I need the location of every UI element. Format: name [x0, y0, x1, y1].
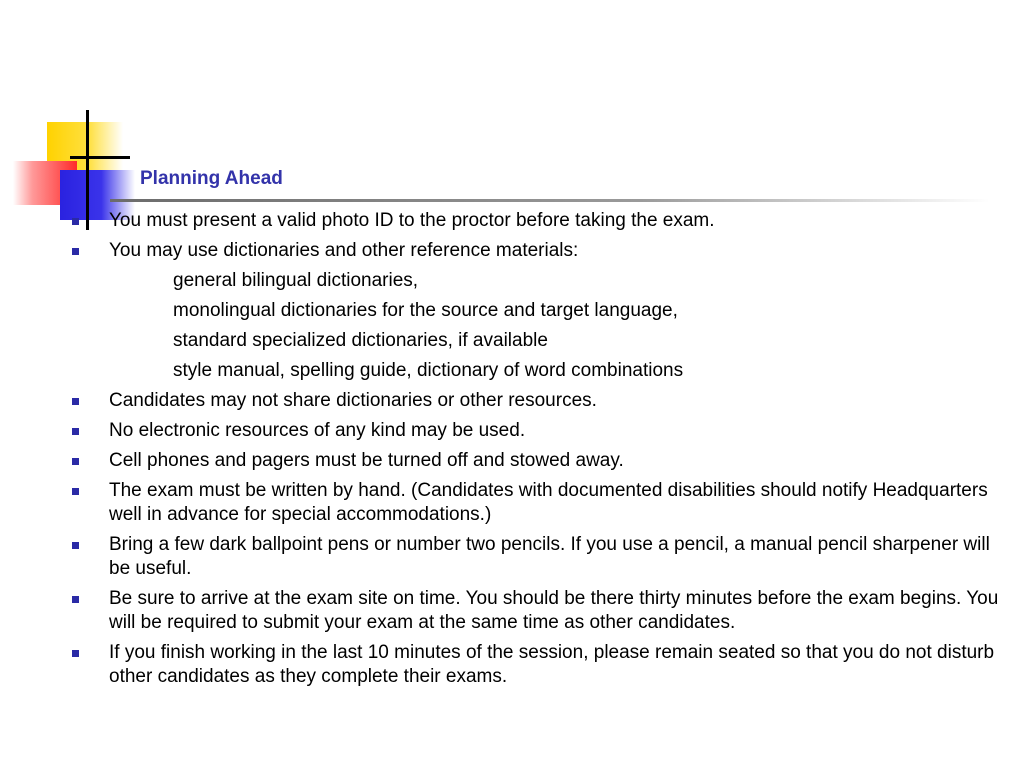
list-item-text: standard specialized dictionaries, if available [173, 330, 548, 351]
list-item [70, 389, 1000, 413]
list-item-text: If you finish working in the last 10 minutes of the session, please remain seated so that you do not disturb other candidates as they complete their exams. [109, 642, 995, 687]
square-bullet-icon [72, 398, 79, 405]
list-item-text: monolingual dictionaries for the source and target language, [173, 300, 678, 321]
list-item-text: Candidates may not share dictionaries or other resources. [109, 390, 597, 411]
list-item [70, 239, 1000, 263]
square-bullet-icon [72, 428, 79, 435]
list-item [70, 449, 1000, 473]
list-item-text: You may use dictionaries and other reference materials: [109, 240, 579, 261]
square-bullet-icon [72, 488, 79, 495]
sub-list-item [70, 359, 1000, 383]
list-item-text: style manual, spelling guide, dictionary of word combinations [173, 360, 684, 381]
list-item [70, 533, 1000, 581]
square-bullet-icon [72, 542, 79, 549]
list-item-text: Cell phones and pagers must be turned off and stowed away. [109, 450, 624, 471]
sub-list-item [70, 329, 1000, 353]
list-item-text: You must present a valid photo ID to the proctor before taking the exam. [109, 210, 715, 231]
bullet-list [70, 209, 1000, 695]
sub-list-item [70, 269, 1000, 293]
list-item [70, 479, 1000, 527]
square-bullet-icon [72, 218, 79, 225]
list-item-text: Bring a few dark ballpoint pens or number two pencils. If you use a pencil, a manual pencil sharpener will be useful. [109, 534, 990, 579]
list-item-text: Be sure to arrive at the exam site on time. You should be there thirty minutes before the exam begins. You will be required to submit your exam at the same time as other candidates. [109, 588, 999, 633]
list-item [70, 209, 1000, 233]
square-bullet-icon [72, 650, 79, 657]
list-item-text: general bilingual dictionaries, [173, 270, 419, 291]
decorative-horizontal-line [70, 156, 130, 159]
square-bullet-icon [72, 596, 79, 603]
list-item-text: The exam must be written by hand. (Candidates with documented disabilities should notify Headquarters well in advance for special accommodations.) [109, 480, 988, 525]
square-bullet-icon [72, 458, 79, 465]
sub-list-item [70, 299, 1000, 323]
list-item [70, 587, 1000, 635]
list-item [70, 419, 1000, 443]
slide-title: Planning Ahead [140, 168, 283, 189]
square-bullet-icon [72, 248, 79, 255]
list-item-text: No electronic resources of any kind may be used. [109, 420, 526, 441]
list-item [70, 641, 1000, 689]
title-underline [110, 199, 990, 202]
